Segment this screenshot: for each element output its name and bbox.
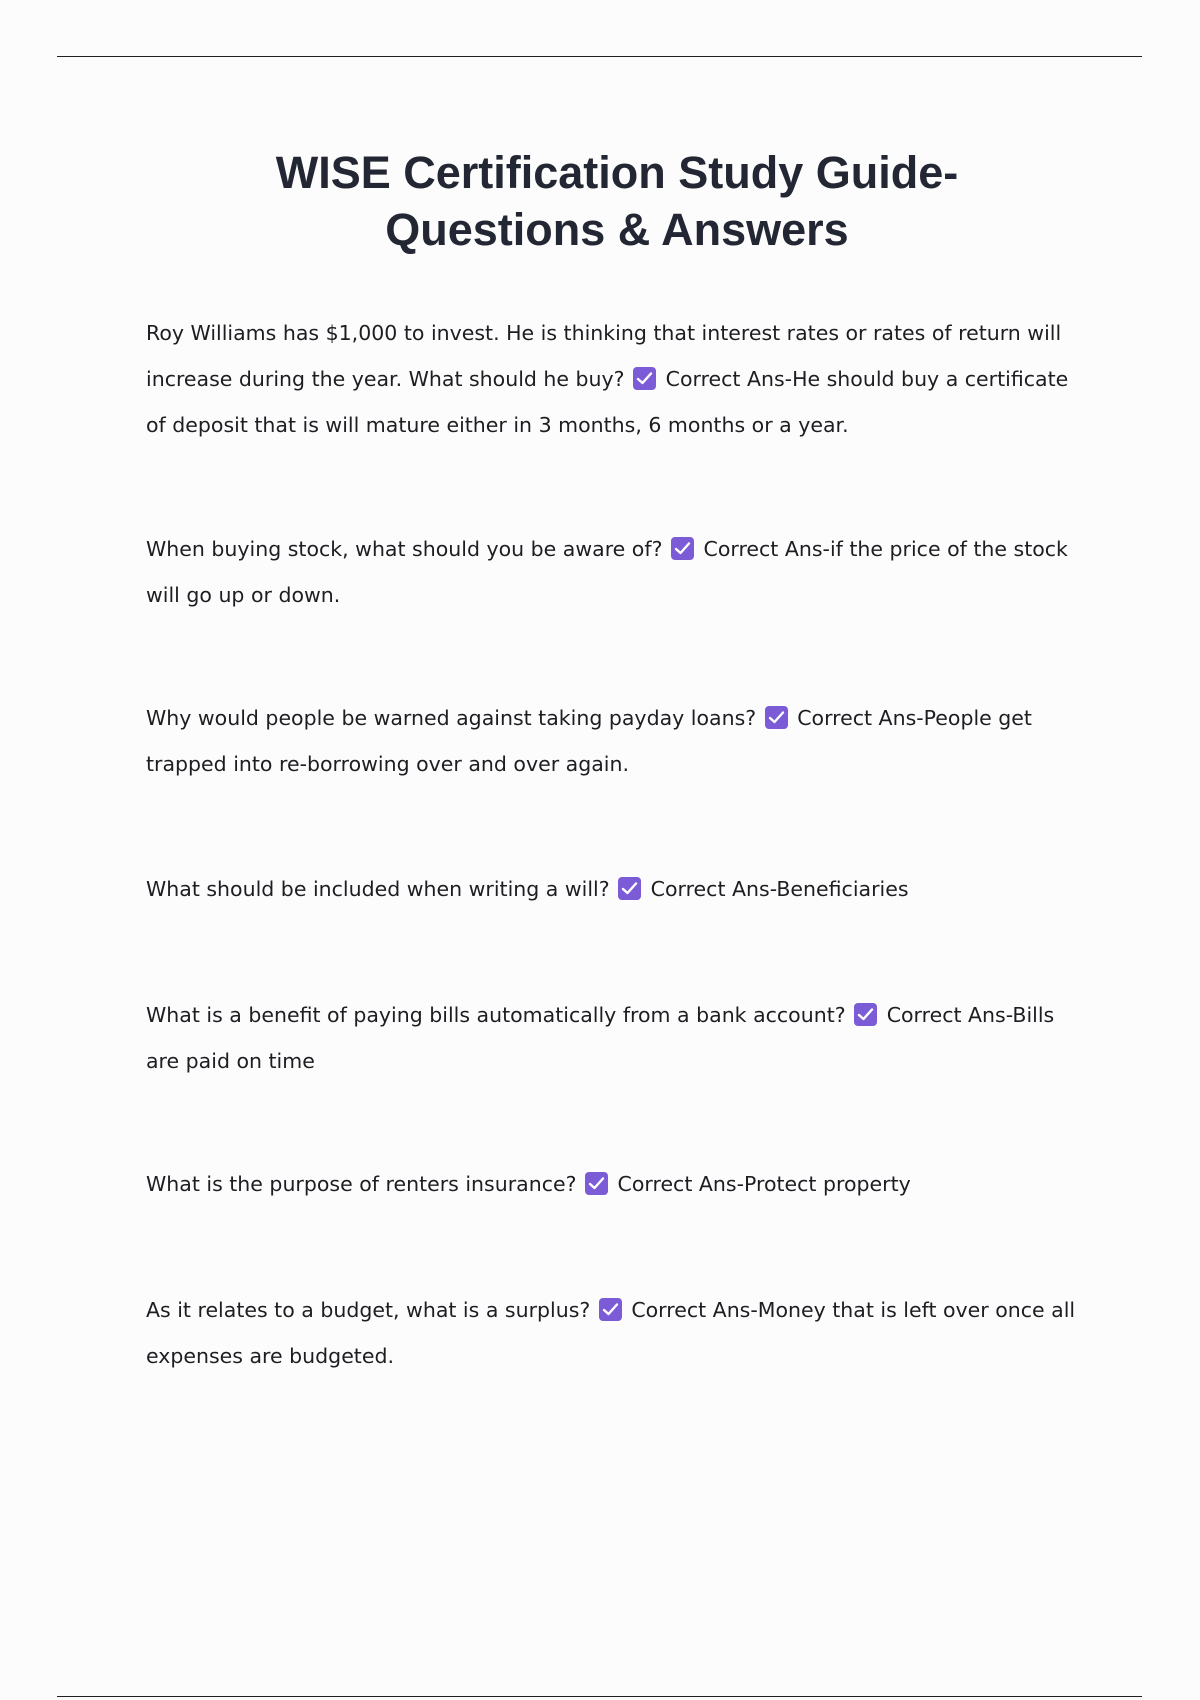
checkbox-checked-icon (633, 367, 656, 390)
question-text: Roy Williams has $1,000 to invest. He is thinking that interest rates or rates of return will increase during the year. What should he buy? (146, 321, 1062, 391)
checkbox-checked-icon (618, 877, 641, 900)
question-text: What is a benefit of paying bills automatically from a bank account? (146, 1003, 846, 1027)
question-text: What is the purpose of renters insurance? (146, 1172, 577, 1196)
answer-text: Correct Ans-Beneficiaries (650, 877, 909, 901)
qa-item (146, 695, 1086, 787)
question-text: When buying stock, what should you be aware of? (146, 537, 663, 561)
qa-item (146, 310, 1086, 448)
checkbox-checked-icon (854, 1003, 877, 1026)
answer-text: Correct Ans-People get trapped into re-borrowing over and over again. (146, 706, 1032, 776)
qa-item (146, 1287, 1086, 1379)
page-title (0, 144, 1200, 258)
checkbox-checked-icon (671, 537, 694, 560)
checkbox-checked-icon (765, 706, 788, 729)
qa-item (146, 866, 1086, 912)
checkbox-checked-icon (599, 1298, 622, 1321)
answer-text: Correct Ans-Protect property (617, 1172, 911, 1196)
checkbox-checked-icon (585, 1172, 608, 1195)
title-line-1: WISE Certification Study Guide- (275, 147, 959, 198)
title-line-2: Questions & Answers (385, 204, 849, 255)
answer-text: Correct Ans-He should buy a certificate of deposit that is will mature either in 3 months, 6 months or a year. (146, 367, 1069, 437)
answer-text: Correct Ans-if the price of the stock will go up or down. (146, 537, 1068, 607)
qa-item (146, 526, 1086, 618)
question-text: Why would people be warned against taking payday loans? (146, 706, 757, 730)
bottom-rule (57, 1696, 1142, 1697)
qa-item (146, 1161, 1086, 1207)
top-rule (57, 56, 1142, 57)
question-text: As it relates to a budget, what is a surplus? (146, 1298, 591, 1322)
question-text: What should be included when writing a will? (146, 877, 610, 901)
qa-item (146, 992, 1086, 1084)
answer-text: Correct Ans-Money that is left over once all expenses are budgeted. (146, 1298, 1076, 1368)
answer-text: Correct Ans-Bills are paid on time (146, 1003, 1055, 1073)
